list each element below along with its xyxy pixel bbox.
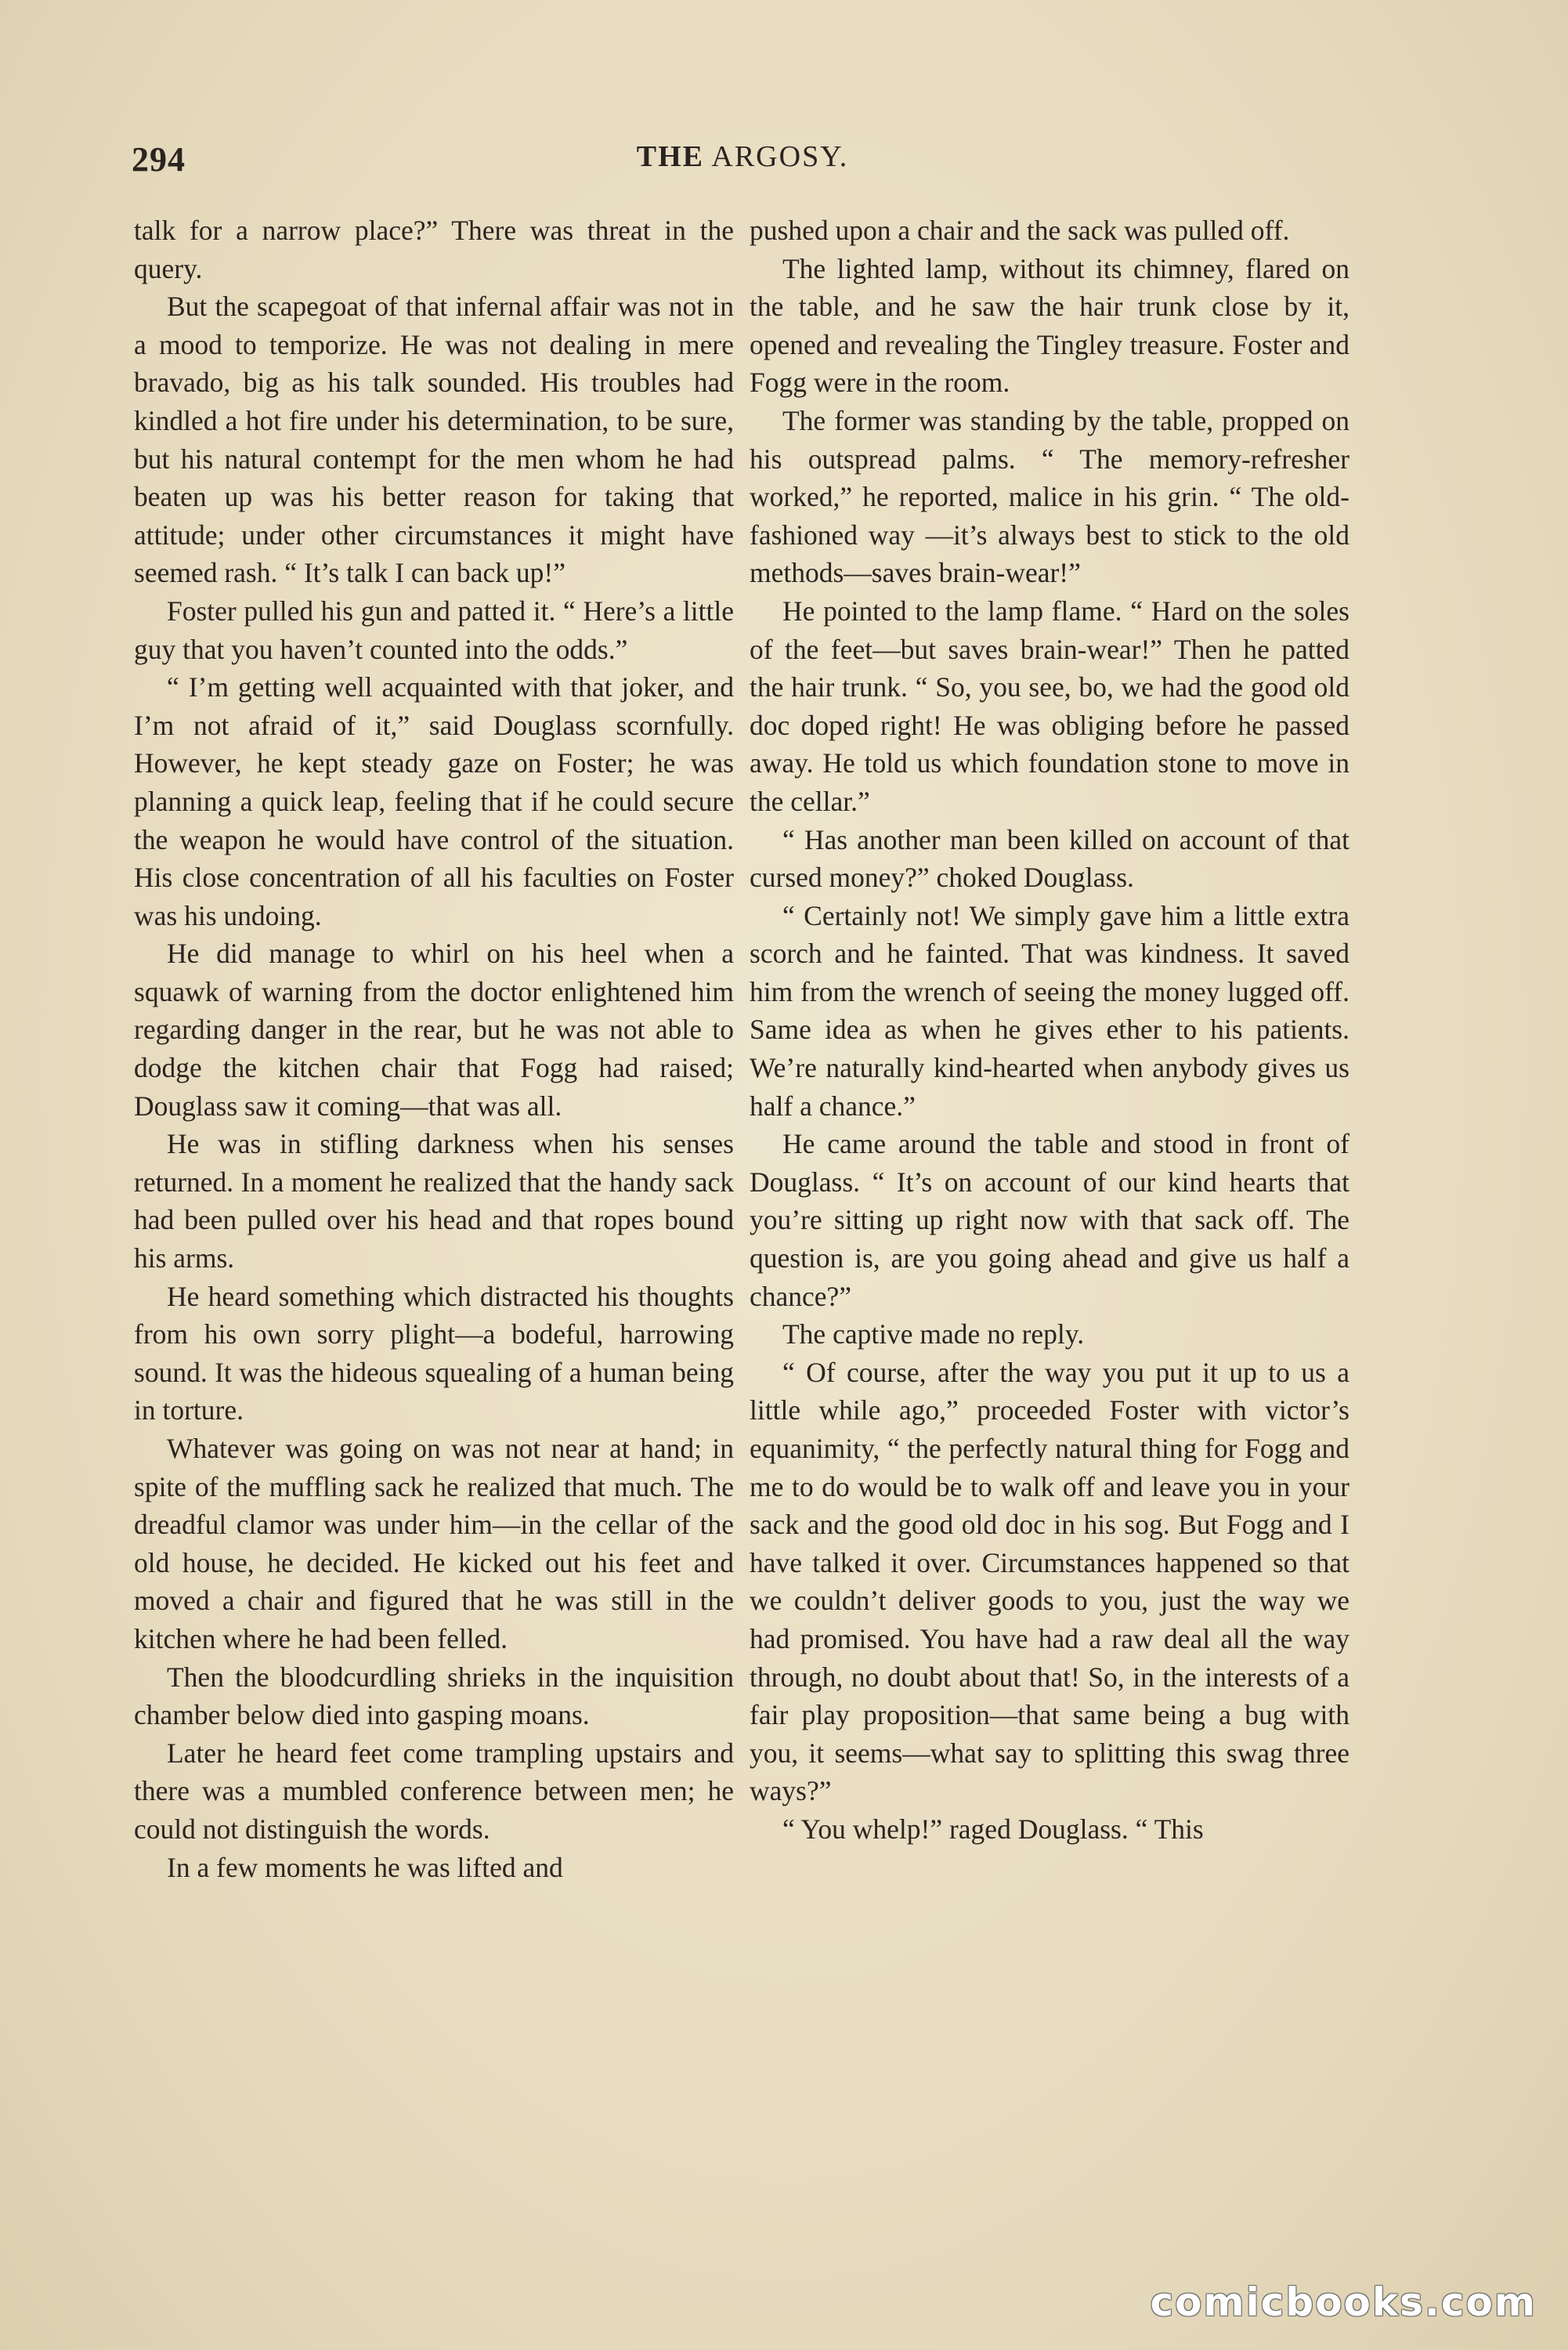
- page-number: 294: [132, 140, 186, 179]
- running-header: [132, 139, 1353, 194]
- right-column: [750, 212, 1349, 1849]
- paragraph: “ You whelp!” raged Douglass. “ This: [782, 1813, 1204, 1845]
- paragraph: He heard something which distracted his thoughts from his own sorry plight—a bodeful, harrowing sound. It was the hideous squealing of a human being in torture.: [134, 1280, 734, 1426]
- paragraph: He pointed to the lamp flame. “ Hard on the soles of the feet—but saves brain-wear!” Then he patted the hair trunk. “ So, you see, bo, we had the good old doc doped right! He was obliging before he passed away. He told us which foundation stone to move in the cellar.”: [750, 595, 1349, 817]
- paragraph: The captive made no reply.: [782, 1318, 1085, 1350]
- paragraph: “ I’m getting well acquainted with that joker, and I’m not afraid of it,” said Douglass scornfully. However, he kept steady gaze on Foster; he was planning a quick leap, feeling that if he could secure the weapon he would have control of the situation. His close concentration of all his faculties on Foster was his undoing.: [134, 671, 734, 931]
- paragraph: “ Has another man been killed on account of that cursed money?” choked Douglass.: [750, 823, 1349, 894]
- paragraph: Then the bloodcurdling shrieks in the inquisition chamber below died into gasping moans.: [134, 1661, 734, 1731]
- paragraph: He was in stifling darkness when his senses returned. In a moment he realized that the handy sack had been pulled over his head and that ropes bound his arms.: [134, 1128, 734, 1274]
- watermark: comicbooks.com: [1150, 2280, 1537, 2325]
- paragraph: In a few moments he was lifted and: [167, 1851, 563, 1883]
- paragraph: talk for a narrow place?” There was threat in the query.: [134, 215, 734, 284]
- paragraph: He came around the table and stood in front of Douglass. “ It’s on account of our kind hearts that you’re sitting up right now with that sack off. The question is, are you going ahead and give us half a chance?”: [750, 1128, 1349, 1312]
- running-title: [132, 139, 1353, 174]
- paragraph: The former was standing by the table, propped on his outspread palms. “ The memory-refresher worked,” he reported, malice in his grin. “ The old-fashioned way —it’s always best to stick to the old methods—saves brain-wear!”: [750, 404, 1349, 589]
- paragraph: Whatever was going on was not near at hand; in spite of the muffling sack he realized that much. The dreadful clamor was under him—in the cellar of the old house, he decided. He kicked out his feet and moved a chair and figured that he was still in the kitchen where he had been felled.: [134, 1433, 734, 1654]
- paragraph: “ Of course, after the way you put it up to us a little while ago,” proceeded Foster with victor’s equanimity, “ the perfectly natural thing for Fogg and me to do would be to walk off and leave you in your sack and the good old doc in his sog. But Fogg and I have talked it over. Circumstances happened so that we couldn’t deliver goods to you, just the way we had promised. You have had a raw deal all the way through, no doubt about that! So, in the interests of a fair play proposition—that same being a bug with you, it seems—what say to splitting this swag three ways?”: [750, 1356, 1349, 1807]
- paragraph: He did manage to whirl on his heel when a squawk of warning from the doctor enlightened him regarding danger in the rear, but he was not able to dodge the kitchen chair that Fogg had raised; Douglass saw it coming—that was all.: [134, 938, 734, 1122]
- left-column: [134, 212, 734, 1886]
- paragraph: The lighted lamp, without its chimney, flared on the table, and he saw the hair trunk close by it, opened and revealing the Tingley treasure. Foster and Fogg were in the room.: [750, 252, 1349, 399]
- running-title-the: THE: [636, 140, 704, 173]
- paragraph: pushed upon a chair and the sack was pulled off.: [750, 215, 1290, 246]
- paragraph: Foster pulled his gun and patted it. “ Here’s a little guy that you haven’t counted into the odds.”: [134, 595, 734, 665]
- paragraph: But the scapegoat of that infernal affair was not in a mood to temporize. He was not dealing in mere bravado, big as his talk sounded. His troubles had kindled a hot fire under his determination, to be sure, but his natural contempt for the men whom he had beaten up was his better reason for taking that attitude; under other circumstances it might have seemed rash. “ It’s talk I can back up!”: [134, 291, 734, 589]
- paragraph: “ Certainly not! We simply gave him a little extra scorch and he fainted. That was kindness. It saved him from the wrench of seeing the money lugged off. Same idea as when he gives ether to his patients. We’re naturally kind-hearted when anybody gives us half a chance.”: [750, 899, 1349, 1122]
- paragraph: Later he heard feet come trampling upstairs and there was a mumbled conference between men; he could not distinguish the words.: [134, 1737, 734, 1845]
- running-title-argosy: ARGOSY.: [711, 140, 849, 173]
